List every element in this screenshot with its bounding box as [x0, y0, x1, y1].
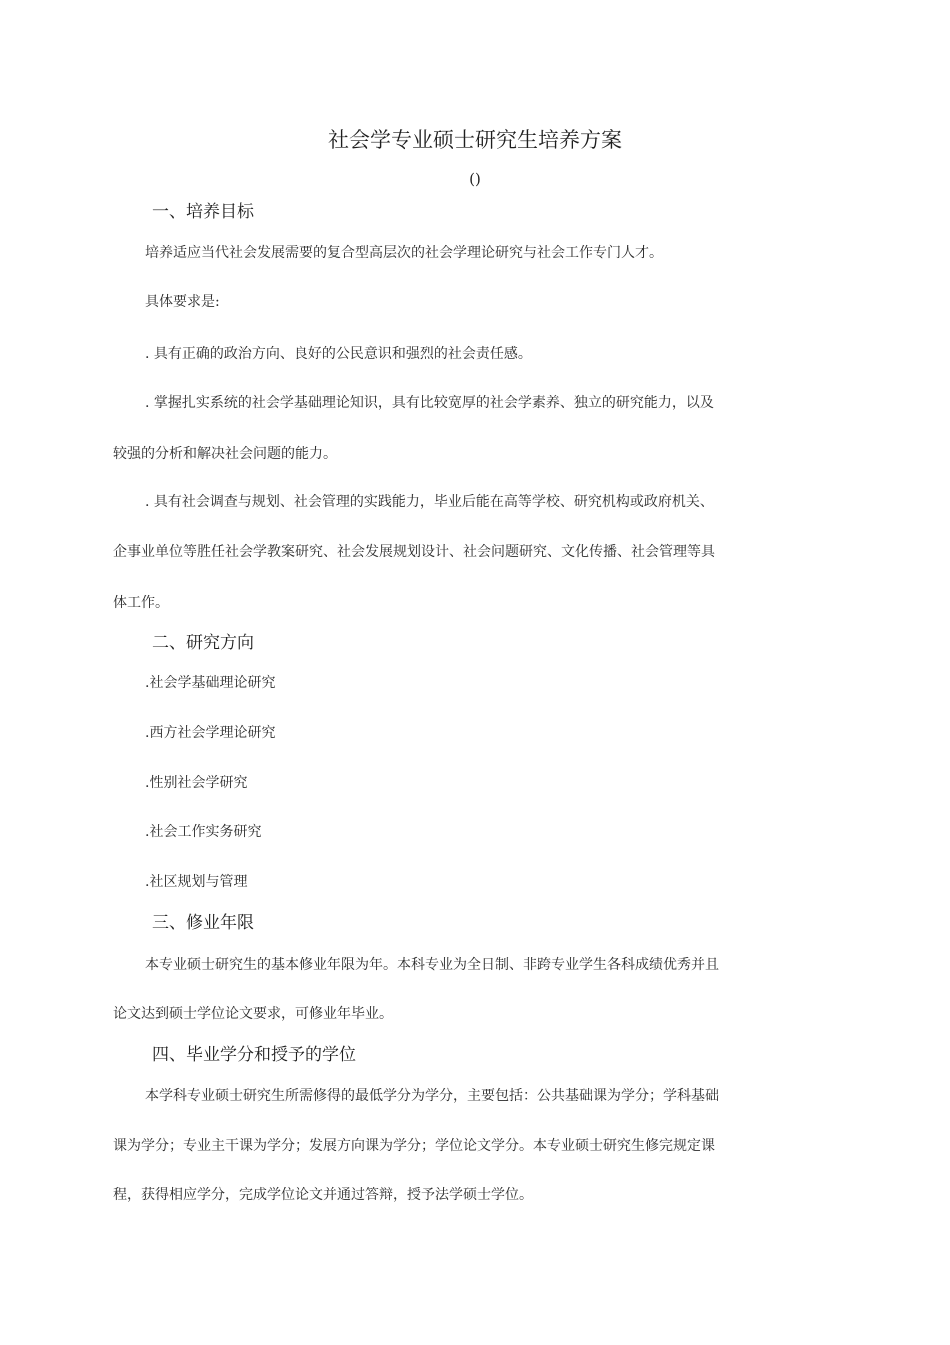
- paragraph-line: 课为学分；专业主干课为学分；发展方向课为学分；学位论文学分。本专业硕士研究生修完规定课: [113, 1138, 715, 1154]
- paragraph-line: 本专业硕士研究生的基本修业年限为年。本科专业为全日制、非跨专业学生各科成绩优秀并且: [145, 957, 719, 973]
- requirement-item: . 掌握扎实系统的社会学基础理论知识，具有比较宽厚的社会学素养、独立的研究能力，以及: [145, 395, 714, 411]
- requirement-item: . 具有社会调查与规划、社会管理的实践能力，毕业后能在高等学校、研究机构或政府机关、: [145, 494, 714, 510]
- paragraph-line: 论文达到硕士学位论文要求，可修业年毕业。: [113, 1006, 393, 1022]
- paragraph-line: 培养适应当代社会发展需要的复合型高层次的社会学理论研究与社会工作专门人才。: [145, 245, 663, 261]
- paragraph-line: 具体要求是:: [145, 294, 220, 310]
- section-heading-credits-degree: 四、毕业学分和授予的学位: [152, 1045, 356, 1065]
- paragraph-line: 企事业单位等胜任社会学教案研究、社会发展规划设计、社会问题研究、文化传播、社会管理等具: [113, 544, 715, 560]
- list-item: .西方社会学理论研究: [145, 725, 276, 741]
- document-subtitle: (): [469, 170, 481, 188]
- requirement-item: . 具有正确的政治方向、良好的公民意识和强烈的社会责任感。: [145, 346, 532, 362]
- list-item: .社会学基础理论研究: [145, 675, 276, 691]
- paragraph-line: 程，获得相应学分，完成学位论文并通过答辩，授予法学硕士学位。: [113, 1187, 533, 1203]
- section-heading-objectives: 一、培养目标: [152, 202, 254, 222]
- section-heading-research-directions: 二、研究方向: [152, 633, 254, 653]
- paragraph-line: 较强的分析和解决社会问题的能力。: [113, 446, 337, 462]
- list-item: .社会工作实务研究: [145, 824, 262, 840]
- list-item: .性别社会学研究: [145, 775, 248, 791]
- paragraph-line: 本学科专业硕士研究生所需修得的最低学分为学分，主要包括：公共基础课为学分；学科基础: [145, 1088, 719, 1104]
- paragraph-line: 体工作。: [113, 595, 169, 611]
- section-heading-duration: 三、修业年限: [152, 913, 254, 933]
- list-item: .社区规划与管理: [145, 874, 248, 890]
- document-title: 社会学专业硕士研究生培养方案: [328, 128, 622, 152]
